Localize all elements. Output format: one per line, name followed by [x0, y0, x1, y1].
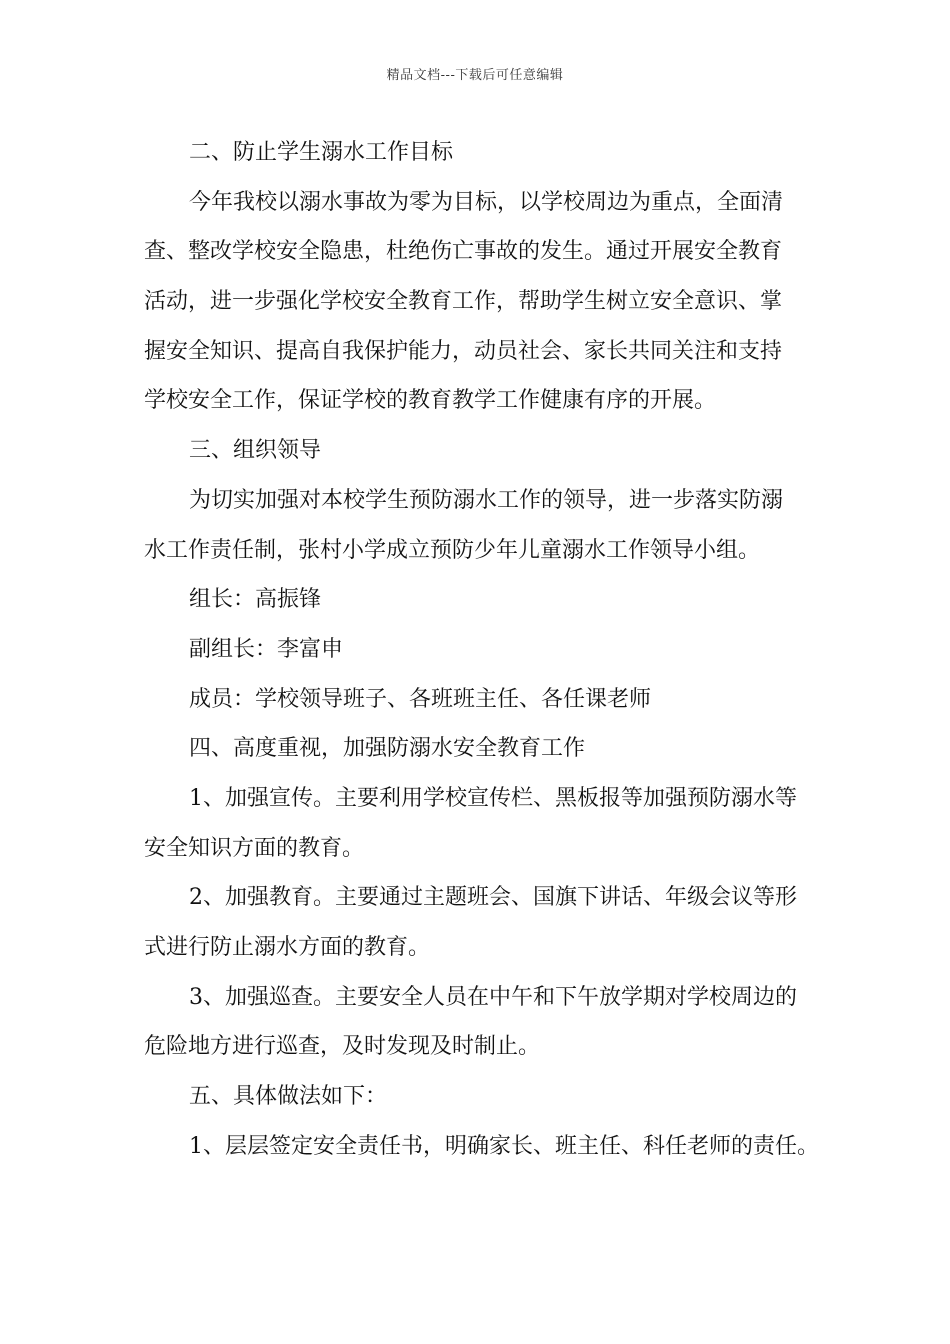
paragraph-line: 式进行防止溺水方面的教育。: [144, 935, 431, 960]
paragraph-line: 今年我校以溺水事故为零为目标，以学校周边为重点，全面清: [189, 189, 784, 215]
members-line: 成员：学校领导班子、各班班主任、各任课老师: [189, 686, 652, 712]
paragraph-line: 学校安全工作，保证学校的教育教学工作健康有序的开展。: [144, 388, 717, 414]
document-body: [144, 128, 824, 1171]
section-heading-leadership: 三、组织领导: [189, 438, 322, 464]
section-heading-education: 四、高度重视，加强防溺水安全教育工作: [189, 736, 586, 762]
list-item-responsibility: 1、层层签定安全责任书，明确家长、班主任、科任老师的责任。: [189, 1133, 819, 1159]
paragraph-line: 安全知识方面的教育。: [144, 835, 365, 861]
paragraph-line: 危险地方进行巡查，及时发现及时制止。: [144, 1034, 541, 1060]
paragraph-line: 活动，进一步强化学校安全教育工作，帮助学生树立安全意识、掌: [144, 289, 783, 315]
paragraph-line: 握安全知识、提高自我保护能力，动员社会、家长共同关注和支持: [144, 338, 783, 364]
paragraph-line: 水工作责任制，张村小学成立预防少年儿童溺水工作领导小组。: [144, 537, 761, 563]
list-item-patrol: 3、加强巡查。主要安全人员在中午和下午放学期对学校周边的: [189, 984, 797, 1010]
section-heading-goal: 二、防止学生溺水工作目标: [189, 140, 454, 165]
group-leader-line: 组长：高振锋: [189, 587, 322, 613]
deputy-leader-line: 副组长：李富申: [189, 636, 344, 662]
list-item-publicity: 1、加强宣传。主要利用学校宣传栏、黑板报等加强预防溺水等: [189, 785, 797, 811]
section-heading-measures: 五、具体做法如下：: [189, 1084, 388, 1110]
list-item-education: 2、加强教育。主要通过主题班会、国旗下讲话、年级会议等形: [189, 885, 797, 911]
paragraph-line: 查、整改学校安全隐患，杜绝伤亡事故的发生。通过开展安全教育: [144, 239, 783, 265]
page-header: 精品文档---下载后可任意编辑: [386, 68, 564, 83]
paragraph-line: 为切实加强对本校学生预防溺水工作的领导，进一步落实防溺: [189, 487, 784, 513]
